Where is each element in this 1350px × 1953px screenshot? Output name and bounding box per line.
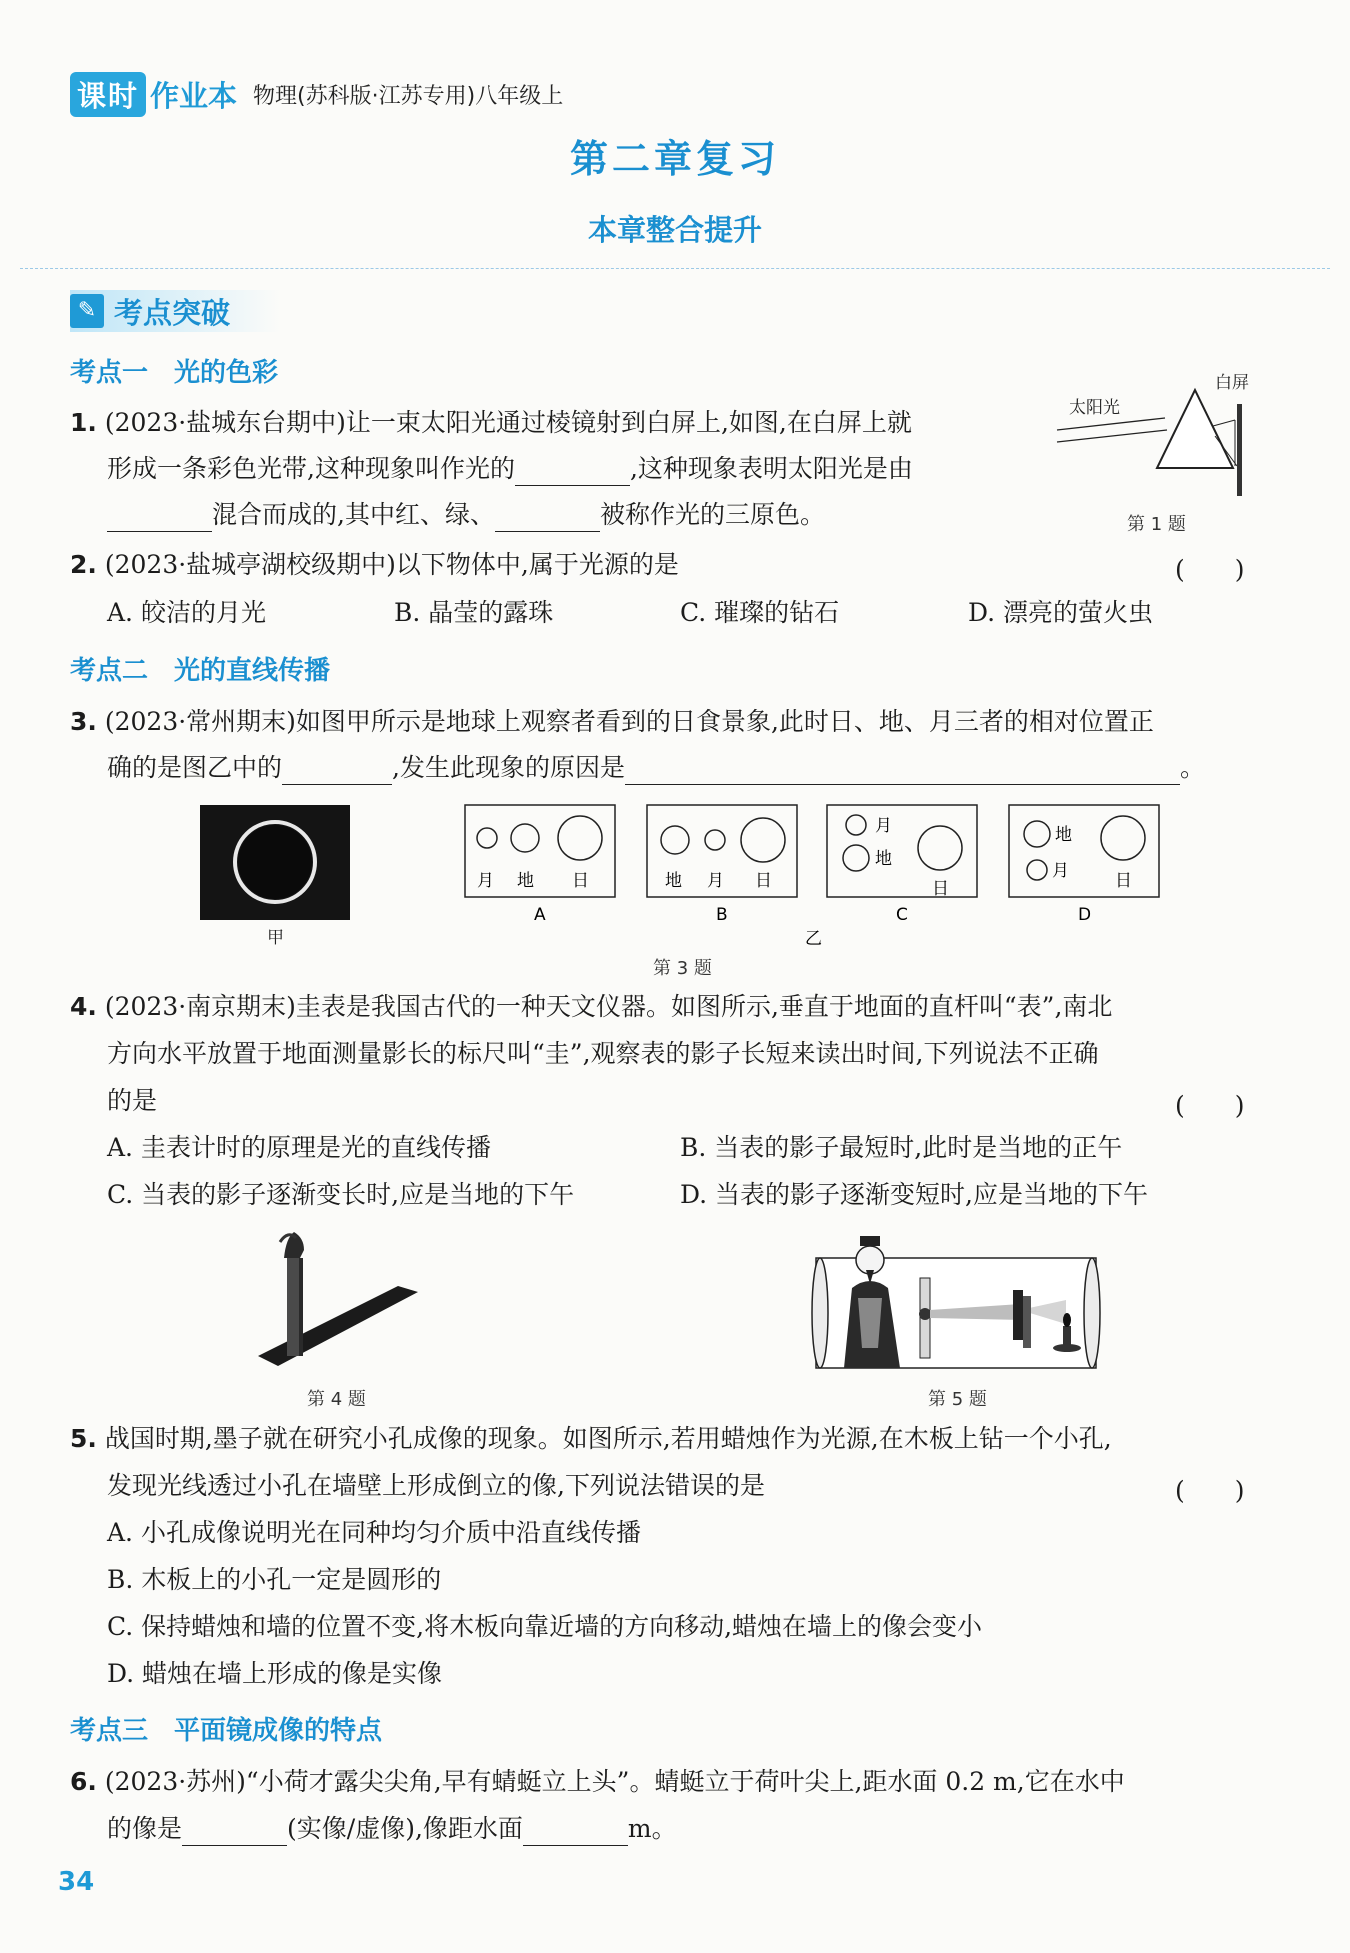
q5-option-a: A. 小孔成像说明光在同种均匀介质中沿直线传播 [107,1518,641,1547]
moon-label: 月 [875,816,892,836]
answer-blank[interactable] [515,457,630,486]
q5-line2: 发现光线透过小孔在墙壁上形成倒立的像,下列说法错误的是 [107,1471,765,1500]
q4-line2: 方向水平放置于地面测量影长的标尺叫“圭”,观察表的影子长短来读出时间,下列说法不正确 [107,1039,1099,1068]
q6-line2 [107,1812,677,1846]
earth-label: 地 [1055,825,1072,845]
header [70,72,563,117]
answer-blank[interactable] [523,1817,628,1846]
q4-option-c: C. 当表的影子逐渐变长时,应是当地的下午 [107,1180,575,1209]
page-number: 34 [58,1867,95,1897]
sun-label: 日 [572,871,589,891]
q5-option-c: C. 保持蜡烛和墙的位置不变,将木板向靠近墙的方向移动,蜡烛在墙上的像会变小 [107,1612,983,1641]
topic-heading: 考点一 光的色彩 [70,358,279,388]
q3-text2a: 确的是图乙中的 [107,753,283,782]
question-number: 1. [70,408,97,437]
q4-option-a: A. 圭表计时的原理是光的直线传播 [107,1133,491,1162]
figure-caption: 第 5 题 [928,1389,987,1410]
q4-text1: (2023·南京期末)圭表是我国古代的一种天文仪器。如图所示,垂直于地面的直杆叫“表”,南北 [104,992,1113,1021]
q6-line1 [70,1765,1125,1799]
q1-text2b: ,这种现象表明太阳光是由 [629,454,913,483]
q2-line1 [70,548,679,582]
sun-label: 日 [932,879,949,899]
q4-line3: 的是 [107,1086,158,1115]
q1-text3b: 被称作光的三原色。 [599,500,825,529]
answer-parentheses[interactable]: ( ) [1175,1091,1245,1120]
section-title: 考点突破 [114,295,231,330]
question-number: 6. [70,1767,97,1796]
option-c-label: C [896,905,908,925]
sun-label: 日 [755,871,772,891]
q6-text2c: m。 [627,1814,677,1843]
edit-icon: ✎ [70,294,104,328]
q4-option-b: B. 当表的影子最短时,此时是当地的正午 [680,1133,1123,1162]
q1-line1 [70,406,912,440]
book-subtitle: 物理(苏科版·江苏专用)八年级上 [253,84,564,109]
q6-text1: (2023·苏州)“小荷才露尖尖角,早有蜻蜓立上头”。蜻蜓立于荷叶尖上,距水面 0.2 m,它在水中 [104,1767,1125,1796]
q1-text3a: 混合而成的,其中红、绿、 [212,500,495,529]
q2-option-d: D. 漂亮的萤火虫 [968,598,1154,627]
earth-label: 地 [875,849,892,869]
sunlight-label: 太阳光 [1069,398,1120,418]
topic-heading: 考点二 光的直线传播 [70,656,331,686]
figure-yi-label: 乙 [805,929,822,949]
q3-line2 [107,751,1205,785]
q6-text2b: (实像/虚像),像距水面 [287,1814,523,1843]
q1-line3 [107,498,825,532]
q2-option-c: C. 璀璨的钻石 [680,598,840,627]
answer-blank[interactable] [282,756,392,785]
brand-logo: 课时 [70,72,146,117]
answer-blank[interactable] [625,756,1180,785]
eclipse-figure [195,800,1175,980]
topic-heading: 考点三 平面镜成像的特点 [70,1716,383,1746]
moon-label: 月 [477,871,494,891]
prism-figure [1055,368,1270,503]
question-number: 5. [70,1424,97,1453]
divider [20,268,1330,269]
q2-text: (2023·盐城亭湖校级期中)以下物体中,属于光源的是 [104,550,679,579]
question-number: 3. [70,707,97,736]
q3-text1: (2023·常州期末)如图甲所示是地球上观察者看到的日食景象,此时日、地、月三者的相对位置正 [104,707,1154,736]
q3-text2b: ,发生此现象的原因是 [392,753,625,782]
brand-name: 作业本 [150,79,238,113]
chapter-title: 第二章复习 [569,137,780,181]
option-d-label: D [1078,905,1092,925]
figure-caption: 第 4 题 [307,1389,366,1410]
earth-label: 地 [665,871,682,891]
q5-text1: 战国时期,墨子就在研究小孔成像的现象。如图所示,若用蜡烛作为光源,在木板上钻一个小孔, [104,1424,1112,1453]
q6-text2a: 的像是 [107,1814,183,1843]
q2-option-b: B. 晶莹的露珠 [394,598,554,627]
figure-jia-label: 甲 [267,928,284,948]
q3-line1 [70,705,1154,739]
answer-parentheses[interactable]: ( ) [1175,555,1245,584]
q3-text2c: 。 [1179,753,1205,782]
answer-parentheses[interactable]: ( ) [1175,1476,1245,1505]
q1-line2 [107,452,913,486]
q4-line1 [70,990,1112,1024]
option-b-label: B [716,905,728,925]
q5-option-b: B. 木板上的小孔一定是圆形的 [107,1565,442,1594]
sun-label: 日 [1115,871,1132,891]
moon-label: 月 [1052,861,1069,881]
pinhole-figure [808,1228,1108,1378]
screen-label: 白屏 [1215,373,1249,393]
figure-caption: 第 1 题 [1127,514,1186,535]
question-number: 4. [70,992,97,1021]
answer-blank[interactable] [495,503,600,532]
q4-option-d: D. 当表的影子逐渐变短时,应是当地的下午 [680,1180,1148,1209]
q2-option-a: A. 皎洁的月光 [107,598,266,627]
question-number: 2. [70,550,97,579]
q5-line1 [70,1422,1112,1456]
q5-option-d: D. 蜡烛在墙上形成的像是实像 [107,1659,443,1688]
gnomon-figure [250,1228,430,1378]
figure-caption: 第 3 题 [653,958,712,979]
section-header [70,290,280,332]
q1-text2a: 形成一条彩色光带,这种现象叫作光的 [107,454,515,483]
answer-blank[interactable] [182,1817,287,1846]
earth-label: 地 [517,871,534,891]
moon-label: 月 [707,871,724,891]
chapter-subtitle: 本章整合提升 [587,213,762,247]
option-a-label: A [534,905,546,925]
answer-blank[interactable] [107,503,212,532]
q1-text1: (2023·盐城东台期中)让一束太阳光通过棱镜射到白屏上,如图,在白屏上就 [104,408,912,437]
